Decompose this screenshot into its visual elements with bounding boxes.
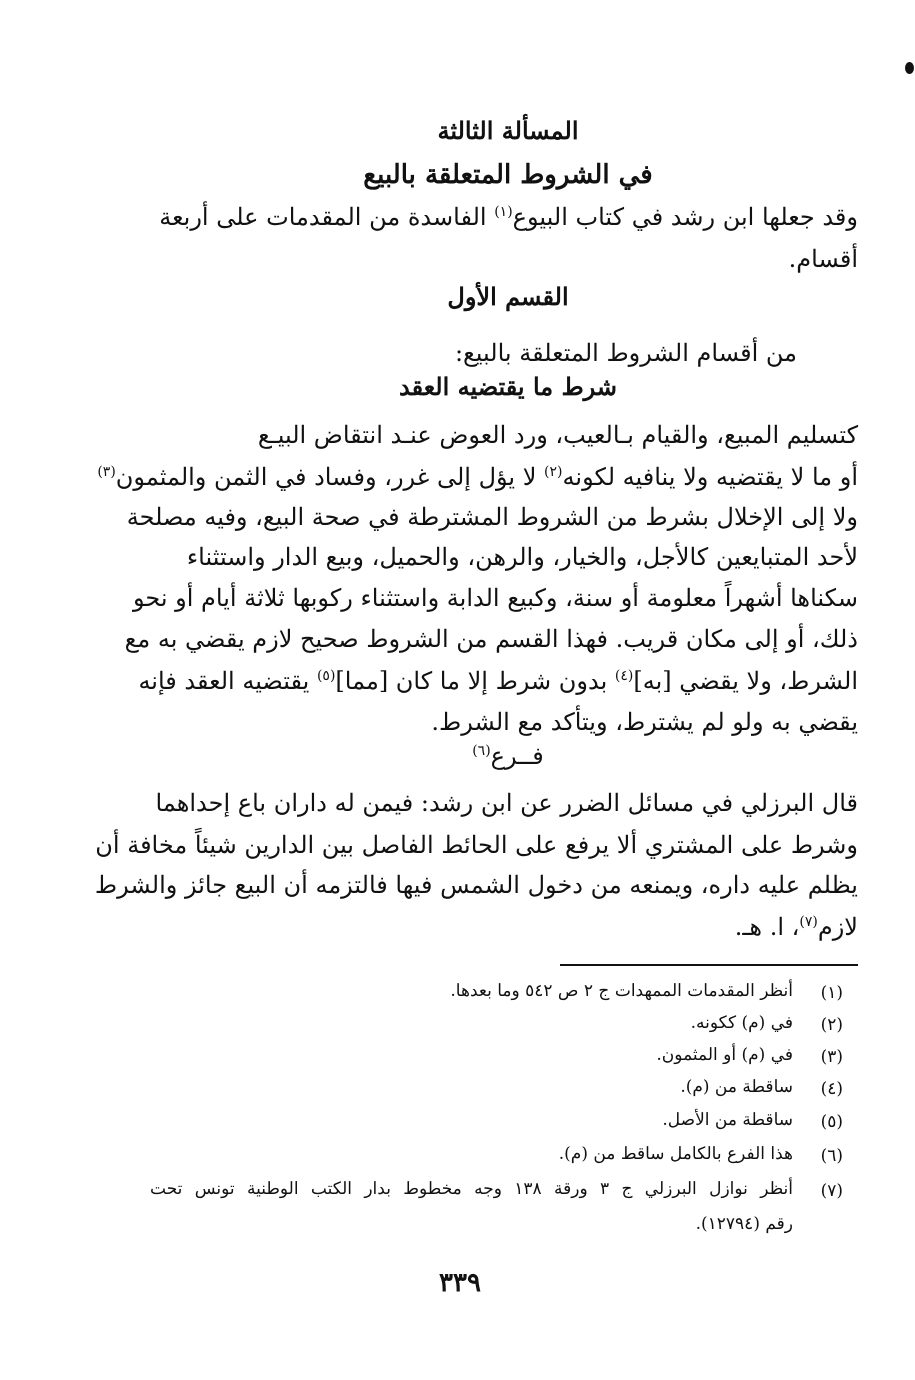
body-line-4: لأحد المتبايعين كالأجل، والخيار، والرهن، والحميل، وبيع الدار واستثناء [186, 543, 858, 571]
footnote-text-3: في (م) أو المثمون. [656, 1045, 793, 1065]
footnote-number-7: (٧) [820, 1181, 843, 1201]
branch-line-4-a: لازم [817, 913, 858, 941]
footnote-text-7-continued: رقم (١٢٧٩٤). [695, 1214, 793, 1234]
body-line-8: يقضي به ولو لم يشترط، ويتأكد مع الشرط. [431, 708, 858, 736]
branch-heading [208, 742, 808, 770]
branch-line-4 [735, 910, 858, 944]
edge-mark [905, 62, 914, 74]
body-line-6: ذلك، أو إلى مكان قريب. فهذا القسم من الشروط صحيح لازم يقضي به مع [124, 625, 858, 653]
body-line-2 [97, 460, 858, 494]
footnote-separator [560, 964, 858, 966]
footnote-number-2: (٢) [820, 1015, 843, 1035]
footnote-text-5: ساقطة من الأصل. [662, 1110, 793, 1130]
topic-heading: في الشروط المتعلقة بالبيع [363, 160, 653, 190]
footnote-ref-1: (١) [494, 204, 513, 220]
body-line-7-c: يقتضيه العقد فإنه [138, 667, 317, 695]
footnote-number-6: (٦) [820, 1146, 843, 1166]
branch-line-2: وشرط على المشتري ألا يرفع على الحائط الفاصل بين الدارين شيئاً مخافة أن [95, 831, 858, 859]
section-intro: من أقسام الشروط المتعلقة بالبيع: [454, 339, 797, 367]
body-line-7 [138, 664, 858, 698]
page-number: ٣٣٩ [439, 1268, 481, 1298]
intro-line-2: أقسام. [788, 245, 858, 273]
footnote-text-4: ساقطة من (م). [680, 1077, 793, 1097]
branch-line-1: قال البرزلي في مسائل الضرر عن ابن رشد: فيمن له داران باع إحداهما [155, 789, 858, 817]
condition-heading: شرط ما يقتضيه العقد [398, 372, 618, 401]
body-line-7-b: بدون شرط إلا ما كان [مما] [335, 667, 615, 695]
body-line-7-a: الشرط، ولا يقضي [به] [633, 667, 858, 695]
branch-line-3: يظلم عليه داره، ويمنعه من دخول الشمس فيها فالتزمه أن البيع جائز والشرط [94, 871, 858, 899]
footnote-ref-2: (٢) [544, 464, 563, 480]
footnote-text-1: أنظر المقدمات الممهدات ج ٢ ص ٥٤٢ وما بعدها. [450, 981, 793, 1001]
footnote-ref-6: (٦) [472, 743, 491, 759]
intro-text-a: وقد جعلها ابن رشد في كتاب البيوع [512, 203, 858, 231]
body-line-3: ولا إلى الإخلال بشرط من الشروط المشترطة في صحة البيع، وفيه مصلحة [126, 503, 858, 531]
body-line-1: كتسليم المبيع، والقيام بـالعيب، ورد العوض عنـد انتقاض البيـع [257, 421, 858, 449]
footnote-text-7: أنظر نوازل البرزلي ج ٣ ورقة ١٣٨ وجه مخطوط بدار الكتب الوطنية تونس تحت [150, 1179, 794, 1199]
footnote-number-4: (٤) [820, 1079, 843, 1099]
branch-label: فــرع [490, 742, 544, 770]
branch-line-4-b: ، ا. هـ. [734, 913, 800, 941]
intro-text-b: الفاسدة من المقدمات على أربعة [159, 203, 495, 231]
footnote-number-5: (٥) [820, 1112, 843, 1132]
footnote-ref-7: (٧) [799, 914, 818, 930]
footnote-text-2: في (م) ككونه. [690, 1013, 793, 1033]
footnote-ref-4: (٤) [614, 668, 634, 684]
body-line-5: سكناها أشهراً معلومة أو سنة، وكبيع الدابة واستثناء ركوبها ثلاثة أيام أو نحو [132, 584, 858, 612]
body-line-2-b: لا يؤل إلى غرر، وفساد في الثمن والمثمون [115, 463, 545, 491]
body-line-2-a: أو ما لا يقتضيه ولا ينافيه لكونه [562, 463, 858, 491]
intro-line-1 [159, 200, 858, 234]
section-heading: القسم الأول [447, 282, 569, 311]
issue-heading: المسألة الثالثة [437, 116, 579, 145]
footnote-ref-3: (٣) [97, 464, 116, 480]
footnote-number-3: (٣) [820, 1047, 843, 1067]
footnote-number-1: (١) [820, 983, 843, 1003]
footnote-ref-5: (٥) [316, 668, 336, 684]
footnote-text-6: هذا الفرع بالكامل ساقط من (م). [558, 1144, 793, 1164]
